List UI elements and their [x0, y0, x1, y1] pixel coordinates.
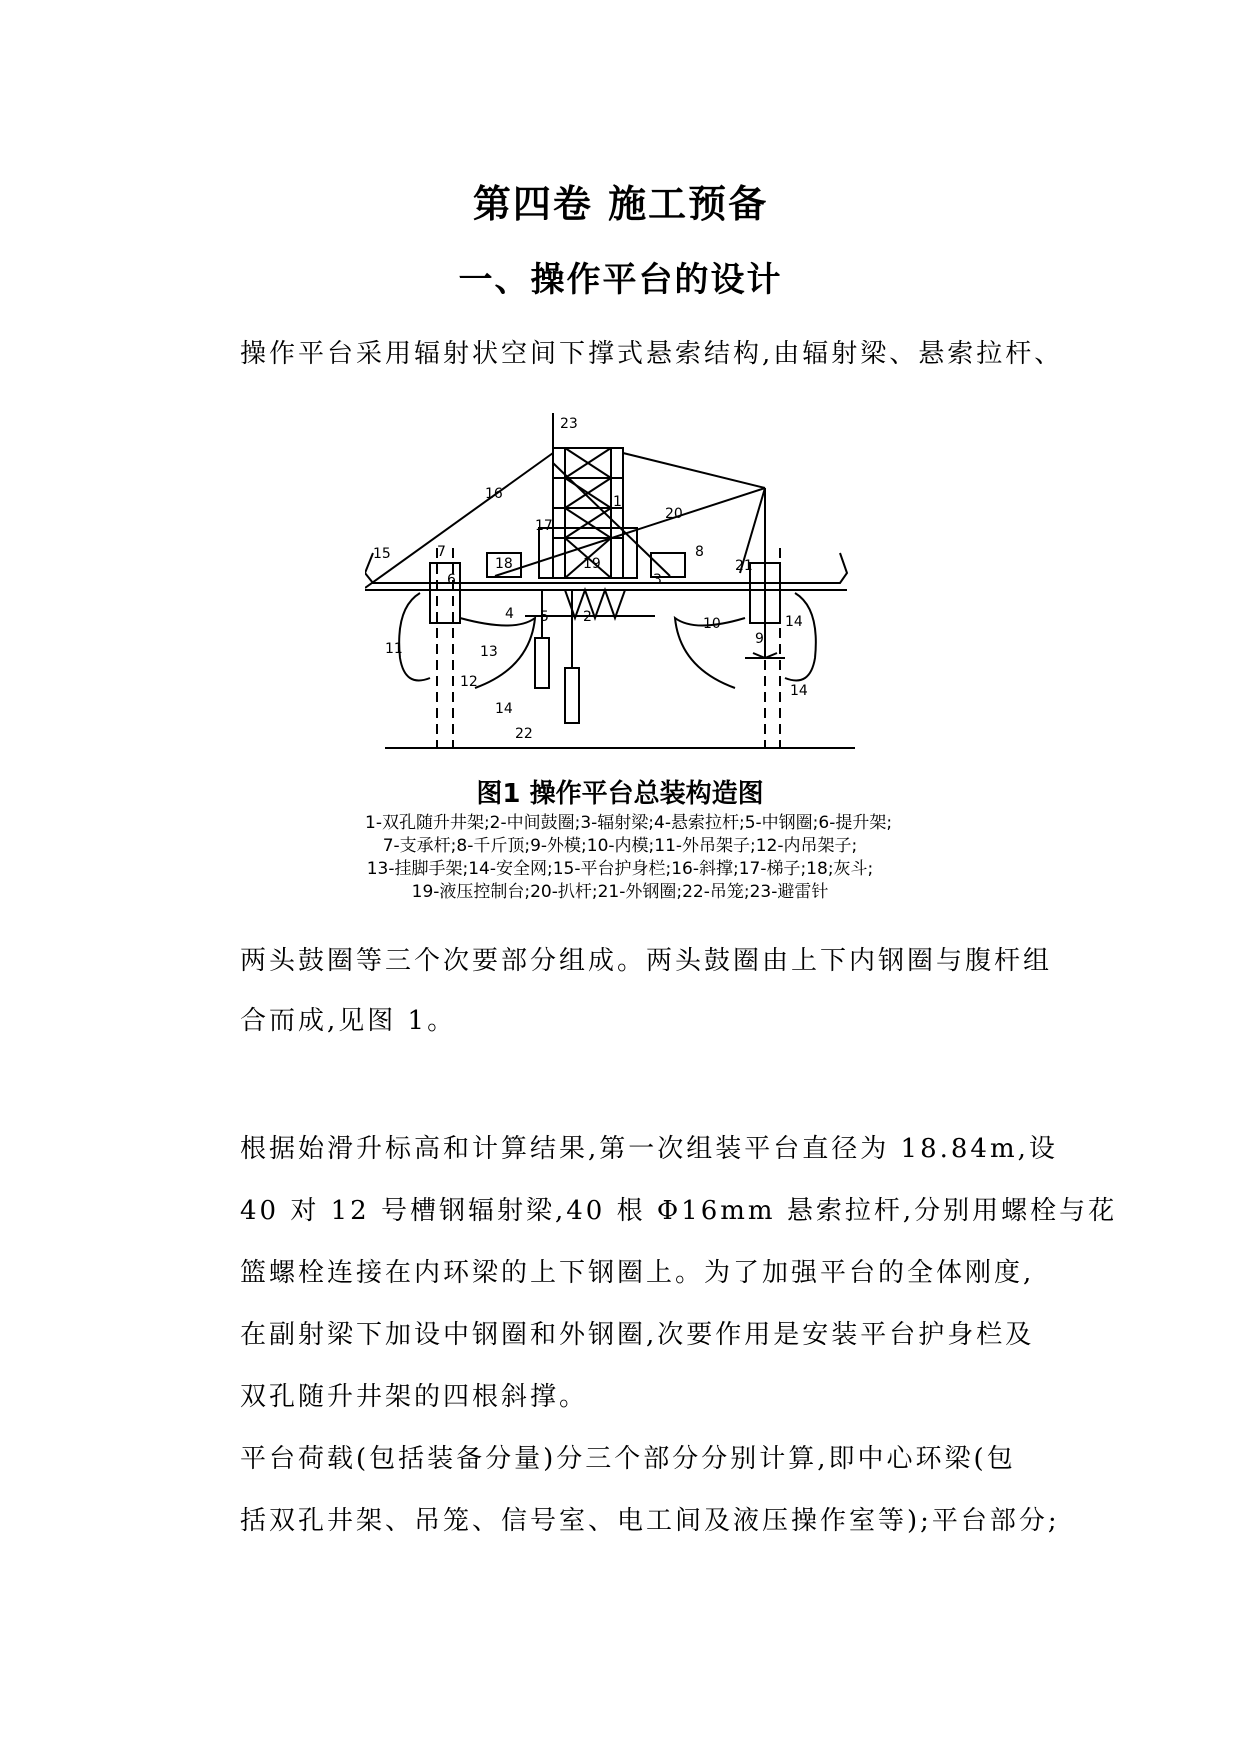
diagram-callout-label: 10 [703, 616, 721, 632]
body-line: 括双孔井架、吊笼、信号室、电工间及液压操作室等);平台部分; [240, 1506, 1060, 1536]
figure-caption: 图1 操作平台总装构造图 [476, 779, 764, 809]
document-title: 第四卷 施工预备 [472, 182, 769, 226]
diagram-callout-label: 5 [540, 609, 549, 625]
diagram-callout-label: 12 [460, 674, 478, 690]
body-line: 根据始滑升标高和计算结果,第一次组装平台直径为 18.84m,设 [240, 1134, 1058, 1164]
diagram-callout-label: 20 [665, 506, 683, 522]
figure-legend-line: 1-双孔随升井架;2-中间鼓圈;3-辐射梁;4-悬索拉杆;5-中钢圈;6-提升架; [365, 813, 893, 833]
body-line: 两头鼓圈等三个次要部分组成。两头鼓圈由上下内钢圈与腹杆组 [240, 946, 1053, 976]
diagram-callout-label: 3 [653, 572, 662, 588]
diagram-callout-label: 7 [437, 544, 446, 560]
diagram-callout-label: 6 [447, 572, 456, 588]
body-line: 40 对 12 号槽钢辐射梁,40 根 Φ16mm 悬索拉杆,分别用螺栓与花 [240, 1196, 1118, 1226]
figure-legend-line: 13-挂脚手架;14-安全网;15-平台护身栏;16-斜撑;17-梯子;18;灰斗; [366, 859, 874, 879]
body-line: 在副射梁下加设中钢圈和外钢圈,次要作用是安装平台护身栏及 [240, 1320, 1035, 1350]
diagram-callout-label: 13 [480, 644, 498, 660]
diagram-callout-label: 4 [505, 606, 514, 622]
diagram-callout-label: 9 [755, 631, 764, 647]
body-line: 双孔随升井架的四根斜撑。 [240, 1382, 589, 1412]
diagram-callout-label: 11 [385, 641, 403, 657]
diagram-callout-label: 23 [560, 416, 578, 432]
body-line: 合而成,见图 1。 [240, 1006, 457, 1036]
section-title: 一、操作平台的设计 [458, 260, 783, 300]
diagram-callout-label: 8 [695, 544, 704, 560]
diagram-callout-label: 15 [373, 546, 391, 562]
diagram-callout-label: 18 [495, 556, 513, 572]
diagram-callout-label: 16 [485, 486, 503, 502]
body-line: 篮螺栓连接在内环梁的上下钢圈上。为了加强平台的全体刚度, [240, 1258, 1035, 1288]
figure-legend-line: 19-液压控制台;20-扒杆;21-外钢圈;22-吊笼;23-避雷针 [411, 882, 829, 902]
diagram-callout-label: 14 [785, 614, 803, 630]
diagram-callout-label: 21 [735, 558, 753, 574]
diagram-callout-label: 17 [535, 518, 553, 534]
diagram-callout-label: 14 [790, 683, 808, 699]
diagram-callout-label: 22 [515, 726, 533, 742]
diagram-callout-label: 19 [583, 556, 601, 572]
diagram-callout-label: 14 [495, 701, 513, 717]
diagram-callout-label: 1 [613, 494, 622, 510]
body-line: 操作平台采用辐射状空间下撑式悬索结构,由辐射梁、悬索拉杆、 [240, 339, 1064, 369]
diagram-callout-label: 2 [583, 609, 592, 625]
figure-legend-line: 7-支承杆;8-千斤顶;9-外模;10-内模;11-外吊架子;12-内吊架子; [382, 836, 858, 856]
body-line: 平台荷载(包括装备分量)分三个部分分别计算,即中心环梁(包 [240, 1444, 1016, 1474]
